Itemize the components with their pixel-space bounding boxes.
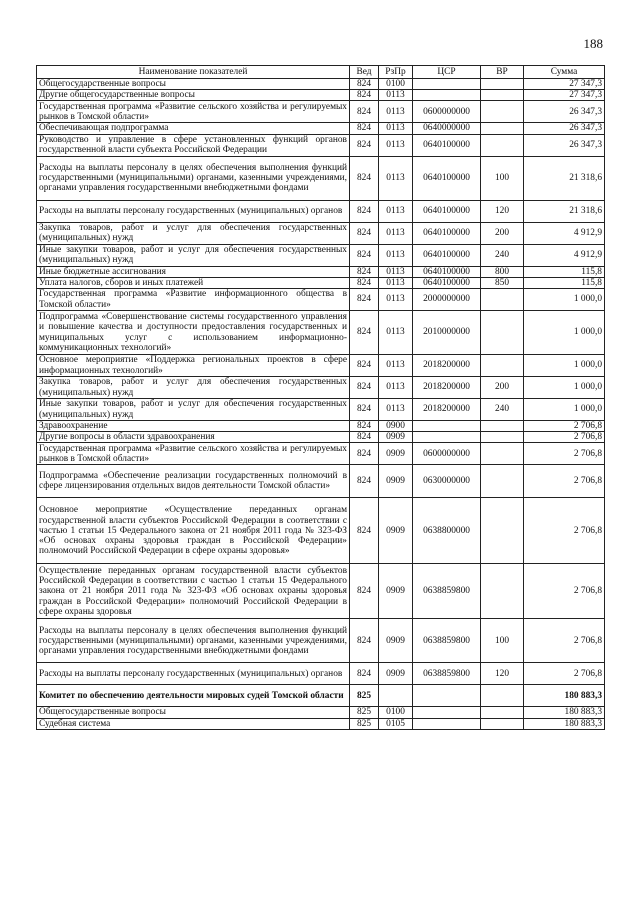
cell-sum: 21 318,6 xyxy=(524,156,605,200)
cell-rzpr: 0113 xyxy=(379,399,413,421)
cell-vr xyxy=(481,685,524,707)
cell-ved: 824 xyxy=(350,156,379,200)
table-row xyxy=(37,222,605,244)
cell-csr: 0600000000 xyxy=(413,101,481,123)
cell-ved: 824 xyxy=(350,311,379,355)
table-row xyxy=(37,79,605,90)
cell-csr: 0638859800 xyxy=(413,663,481,685)
cell-name: Иные бюджетные ассигнования xyxy=(37,266,350,277)
cell-ved: 824 xyxy=(350,123,379,134)
cell-csr: 0640100000 xyxy=(413,156,481,200)
cell-rzpr: 0909 xyxy=(379,619,413,663)
cell-name: Судебная система xyxy=(37,718,350,729)
cell-vr xyxy=(481,443,524,465)
cell-ved: 824 xyxy=(350,90,379,101)
cell-sum: 1 000,0 xyxy=(524,377,605,399)
cell-sum: 4 912,9 xyxy=(524,244,605,266)
cell-ved: 824 xyxy=(350,421,379,432)
table-row xyxy=(37,200,605,222)
cell-rzpr: 0909 xyxy=(379,432,413,443)
cell-vr xyxy=(481,432,524,443)
cell-vr: 800 xyxy=(481,266,524,277)
table-row xyxy=(37,421,605,432)
cell-sum: 2 706,8 xyxy=(524,465,605,498)
cell-csr: 0640100000 xyxy=(413,266,481,277)
cell-vr xyxy=(481,311,524,355)
cell-name: Основное мероприятие «Поддержка региональных проектов в сфере информационных технологий» xyxy=(37,355,350,377)
table-row xyxy=(37,355,605,377)
header-name: Наименование показателей xyxy=(37,66,350,79)
cell-vr xyxy=(481,123,524,134)
cell-csr xyxy=(413,90,481,101)
cell-ved: 824 xyxy=(350,79,379,90)
cell-sum: 21 318,6 xyxy=(524,200,605,222)
cell-name: Закупка товаров, работ и услуг для обеспечения государственных (муниципальных) нужд xyxy=(37,377,350,399)
cell-ved: 824 xyxy=(350,277,379,288)
cell-rzpr: 0113 xyxy=(379,244,413,266)
cell-rzpr: 0909 xyxy=(379,564,413,619)
cell-sum: 26 347,3 xyxy=(524,101,605,123)
cell-csr xyxy=(413,79,481,90)
cell-sum: 2 706,8 xyxy=(524,421,605,432)
cell-sum: 2 706,8 xyxy=(524,564,605,619)
cell-csr: 0640100000 xyxy=(413,134,481,156)
cell-sum: 4 912,9 xyxy=(524,222,605,244)
cell-sum: 26 347,3 xyxy=(524,134,605,156)
cell-name: Осуществление переданных органам государственной власти субъектов Российской Федерации в соответствии с частью 1 статьи 15 Федерального закона от 21 ноября 2011 года № 323-ФЗ «Об основах охраны здоровья граждан в Российской Федерации» полномочий Российской Федерации в сфере охраны здоровья xyxy=(37,564,350,619)
cell-vr: 240 xyxy=(481,244,524,266)
cell-name: Общегосударственные вопросы xyxy=(37,707,350,718)
cell-csr: 0640100000 xyxy=(413,222,481,244)
cell-rzpr: 0909 xyxy=(379,498,413,564)
cell-rzpr: 0113 xyxy=(379,101,413,123)
cell-name: Основное мероприятие «Осуществление переданных органам государственной власти субъектов Российской Федерации в соответствии с частью 1 статьи 15 Федерального закона от 21 ноября 2011 года № 323-ФЗ «Об основах охраны здоровья граждан в Российской Федерации» полномочий Российской Федерации в сфере охраны здоровья» xyxy=(37,498,350,564)
header-ved: Вед xyxy=(350,66,379,79)
cell-ved: 824 xyxy=(350,465,379,498)
header-rzpr: РзПр xyxy=(379,66,413,79)
cell-ved: 824 xyxy=(350,266,379,277)
cell-csr: 2018200000 xyxy=(413,355,481,377)
header-vr: ВР xyxy=(481,66,524,79)
cell-rzpr: 0100 xyxy=(379,79,413,90)
cell-ved: 824 xyxy=(350,222,379,244)
cell-csr xyxy=(413,718,481,729)
cell-csr: 0640100000 xyxy=(413,277,481,288)
cell-ved: 824 xyxy=(350,663,379,685)
cell-csr: 0630000000 xyxy=(413,465,481,498)
cell-vr xyxy=(481,101,524,123)
cell-sum: 2 706,8 xyxy=(524,498,605,564)
cell-rzpr: 0909 xyxy=(379,663,413,685)
cell-name: Здравоохранение xyxy=(37,421,350,432)
cell-ved: 824 xyxy=(350,101,379,123)
cell-sum: 1 000,0 xyxy=(524,355,605,377)
cell-vr: 120 xyxy=(481,663,524,685)
cell-rzpr: 0113 xyxy=(379,156,413,200)
cell-ved: 825 xyxy=(350,718,379,729)
cell-vr xyxy=(481,718,524,729)
cell-rzpr: 0113 xyxy=(379,90,413,101)
cell-csr: 0640100000 xyxy=(413,200,481,222)
cell-sum: 115,8 xyxy=(524,266,605,277)
cell-name: Другие общегосударственные вопросы xyxy=(37,90,350,101)
cell-ved: 824 xyxy=(350,355,379,377)
table-row xyxy=(37,707,605,718)
cell-ved: 825 xyxy=(350,707,379,718)
cell-rzpr: 0113 xyxy=(379,266,413,277)
cell-vr xyxy=(481,421,524,432)
table-row xyxy=(37,685,605,707)
cell-csr: 0600000000 xyxy=(413,443,481,465)
cell-sum: 1 000,0 xyxy=(524,289,605,311)
cell-name: Подпрограмма «Совершенствование системы государственного управления и повышение качества и доступности предоставления государственных и муниципальных услуг с использованием информационно-коммуникационных технологий» xyxy=(37,311,350,355)
cell-vr xyxy=(481,90,524,101)
cell-ved: 824 xyxy=(350,134,379,156)
cell-csr xyxy=(413,421,481,432)
cell-ved: 824 xyxy=(350,289,379,311)
cell-csr xyxy=(413,432,481,443)
cell-csr: 2018200000 xyxy=(413,399,481,421)
cell-csr: 2010000000 xyxy=(413,311,481,355)
table-row xyxy=(37,156,605,200)
table-row xyxy=(37,399,605,421)
cell-vr: 120 xyxy=(481,200,524,222)
cell-sum: 26 347,3 xyxy=(524,123,605,134)
header-csr: ЦСР xyxy=(413,66,481,79)
cell-sum: 2 706,8 xyxy=(524,619,605,663)
cell-name: Комитет по обеспечению деятельности мировых судей Томской области xyxy=(37,685,350,707)
cell-rzpr: 0113 xyxy=(379,123,413,134)
table-row xyxy=(37,101,605,123)
budget-table xyxy=(36,65,605,730)
cell-name: Расходы на выплаты персоналу государственных (муниципальных) органов xyxy=(37,663,350,685)
page-number: 188 xyxy=(583,36,603,51)
cell-name: Закупка товаров, работ и услуг для обеспечения государственных (муниципальных) нужд xyxy=(37,222,350,244)
cell-name: Другие вопросы в области здравоохранения xyxy=(37,432,350,443)
cell-name: Государственная программа «Развитие сельского хозяйства и регулируемых рынков в Томской области» xyxy=(37,101,350,123)
cell-name: Расходы на выплаты персоналу государственных (муниципальных) органов xyxy=(37,200,350,222)
cell-rzpr: 0113 xyxy=(379,289,413,311)
table-row xyxy=(37,289,605,311)
cell-vr: 200 xyxy=(481,222,524,244)
cell-rzpr: 0100 xyxy=(379,707,413,718)
cell-name: Расходы на выплаты персоналу в целях обеспечения выполнения функций государственными (муниципальными) органами, казенными учреждениями, органами управления государственными внебюджетными фондами xyxy=(37,156,350,200)
cell-sum: 2 706,8 xyxy=(524,663,605,685)
cell-csr xyxy=(413,707,481,718)
cell-vr xyxy=(481,465,524,498)
table-row xyxy=(37,619,605,663)
cell-sum: 180 883,3 xyxy=(524,707,605,718)
cell-name: Уплата налогов, сборов и иных платежей xyxy=(37,277,350,288)
table-row xyxy=(37,465,605,498)
table-row xyxy=(37,718,605,729)
cell-name: Руководство и управление в сфере установленных функций органов государственной власти субъекта Российской Федерации xyxy=(37,134,350,156)
cell-rzpr: 0113 xyxy=(379,222,413,244)
cell-sum: 1 000,0 xyxy=(524,399,605,421)
table-row xyxy=(37,266,605,277)
cell-rzpr: 0113 xyxy=(379,200,413,222)
cell-csr: 0638859800 xyxy=(413,564,481,619)
cell-sum: 27 347,3 xyxy=(524,90,605,101)
cell-csr: 0640000000 xyxy=(413,123,481,134)
cell-name: Государственная программа «Развитие сельского хозяйства и регулируемых рынков в Томской области» xyxy=(37,443,350,465)
cell-rzpr: 0900 xyxy=(379,421,413,432)
cell-csr xyxy=(413,685,481,707)
cell-sum: 115,8 xyxy=(524,277,605,288)
cell-name: Обеспечивающая подпрограмма xyxy=(37,123,350,134)
cell-vr xyxy=(481,134,524,156)
cell-ved: 824 xyxy=(350,443,379,465)
table-row xyxy=(37,311,605,355)
cell-name: Расходы на выплаты персоналу в целях обеспечения выполнения функций государственными (муниципальными) органами, казенными учреждениями, органами управления государственными внебюджетными фондами xyxy=(37,619,350,663)
cell-name: Иные закупки товаров, работ и услуг для обеспечения государственных (муниципальных) нужд xyxy=(37,244,350,266)
cell-vr: 100 xyxy=(481,619,524,663)
cell-rzpr: 0105 xyxy=(379,718,413,729)
cell-ved: 824 xyxy=(350,564,379,619)
cell-sum: 1 000,0 xyxy=(524,311,605,355)
cell-rzpr: 0113 xyxy=(379,355,413,377)
cell-rzpr: 0909 xyxy=(379,465,413,498)
table-row xyxy=(37,134,605,156)
cell-ved: 824 xyxy=(350,244,379,266)
table-row xyxy=(37,123,605,134)
cell-vr xyxy=(481,498,524,564)
table-row xyxy=(37,377,605,399)
cell-sum: 2 706,8 xyxy=(524,443,605,465)
cell-ved: 824 xyxy=(350,200,379,222)
cell-name: Иные закупки товаров, работ и услуг для обеспечения государственных (муниципальных) нужд xyxy=(37,399,350,421)
table-row xyxy=(37,564,605,619)
cell-sum: 180 883,3 xyxy=(524,685,605,707)
cell-csr: 0640100000 xyxy=(413,244,481,266)
cell-vr: 200 xyxy=(481,377,524,399)
cell-ved: 824 xyxy=(350,619,379,663)
cell-sum: 180 883,3 xyxy=(524,718,605,729)
cell-rzpr: 0113 xyxy=(379,311,413,355)
cell-csr: 2018200000 xyxy=(413,377,481,399)
cell-csr: 0638800000 xyxy=(413,498,481,564)
table-row xyxy=(37,443,605,465)
table-header-row xyxy=(37,66,605,79)
table-row xyxy=(37,244,605,266)
cell-sum: 2 706,8 xyxy=(524,432,605,443)
table-body xyxy=(37,79,605,730)
cell-name: Государственная программа «Развитие информационного общества в Томской области» xyxy=(37,289,350,311)
cell-ved: 824 xyxy=(350,432,379,443)
cell-rzpr: 0909 xyxy=(379,443,413,465)
cell-vr xyxy=(481,707,524,718)
cell-vr xyxy=(481,564,524,619)
cell-vr: 100 xyxy=(481,156,524,200)
table-row xyxy=(37,663,605,685)
cell-ved: 824 xyxy=(350,399,379,421)
cell-vr xyxy=(481,355,524,377)
cell-sum: 27 347,3 xyxy=(524,79,605,90)
cell-vr: 240 xyxy=(481,399,524,421)
table-row xyxy=(37,432,605,443)
cell-rzpr: 0113 xyxy=(379,277,413,288)
cell-vr xyxy=(481,289,524,311)
header-sum: Сумма xyxy=(524,66,605,79)
cell-ved: 825 xyxy=(350,685,379,707)
table-row xyxy=(37,277,605,288)
cell-csr: 0638859800 xyxy=(413,619,481,663)
table-row xyxy=(37,498,605,564)
cell-name: Подпрограмма «Обеспечение реализации государственных полномочий в сфере лицензирования отдельных видов деятельности Томской области» xyxy=(37,465,350,498)
cell-ved: 824 xyxy=(350,498,379,564)
cell-rzpr: 0113 xyxy=(379,377,413,399)
cell-vr: 850 xyxy=(481,277,524,288)
cell-name: Общегосударственные вопросы xyxy=(37,79,350,90)
cell-ved: 824 xyxy=(350,377,379,399)
table-row xyxy=(37,90,605,101)
cell-rzpr: 0113 xyxy=(379,134,413,156)
cell-vr xyxy=(481,79,524,90)
cell-rzpr xyxy=(379,685,413,707)
cell-csr: 2000000000 xyxy=(413,289,481,311)
